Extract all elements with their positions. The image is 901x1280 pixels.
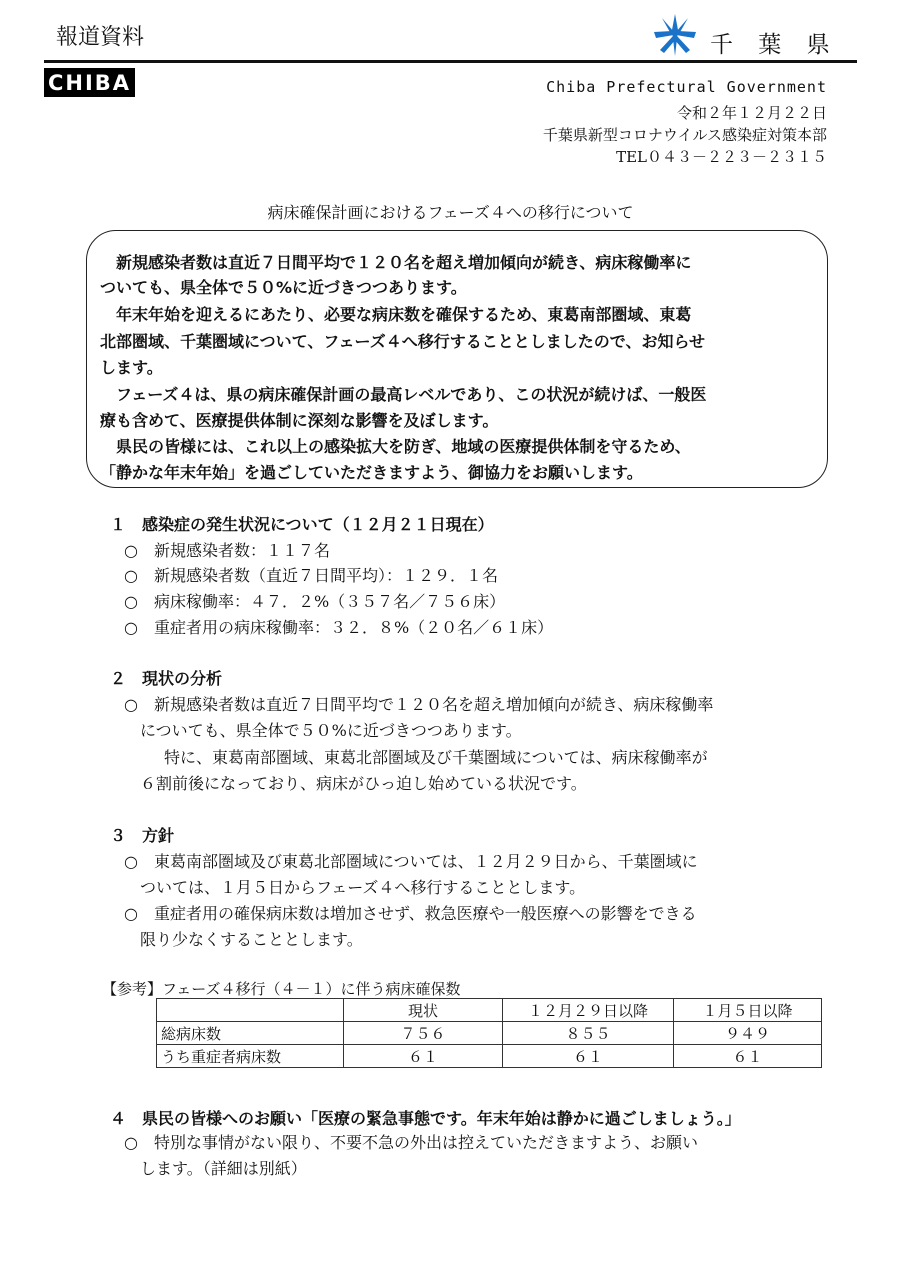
table-header-cell: １２月２９日以降 xyxy=(503,999,674,1022)
table-cell: ８５５ xyxy=(503,1022,674,1045)
summary-line: 北部圏域、千葉圏域について、フェーズ４へ移行することとしましたので、お知らせ xyxy=(100,332,705,351)
table-header-cell: 現状 xyxy=(344,999,503,1022)
paragraph-line: ついては、１月５日からフェーズ４へ移行することとします。 xyxy=(140,878,586,897)
list-item: ○ 病床稼働率：４７．２%（３５７名／７５６床） xyxy=(124,592,506,611)
reference-caption: 【参考】フェーズ４移行（４－１）に伴う病床確保数 xyxy=(102,980,461,998)
paragraph-line: します。（詳細は別紙） xyxy=(140,1159,307,1178)
summary-line: 新規感染者数は直近７日間平均で１２０名を超え増加傾向が続き、病床稼働率に xyxy=(100,253,692,272)
table-row xyxy=(157,1045,822,1068)
table-header-cell xyxy=(157,999,344,1022)
government-name: Chiba Prefectural Government xyxy=(546,78,827,96)
summary-line: フェーズ４は、県の病床確保計画の最高レベルであり、この状況が続けば、一般医 xyxy=(100,385,707,404)
section-heading-4: ４ 県民の皆様へのお願い「医療の緊急事態です。年末年始は静かに過ごしましょう。」 xyxy=(110,1109,741,1128)
department: 千葉県新型コロナウイルス感染症対策本部 xyxy=(542,126,827,144)
table-header-row xyxy=(157,999,822,1022)
document-title: 病床確保計画におけるフェーズ４への移行について xyxy=(267,203,634,222)
list-item: ○ 重症者用の病床稼働率：３２．８%（２０名／６１床） xyxy=(124,618,554,637)
list-item: ○ 新規感染者数（直近７日間平均）：１２９．１名 xyxy=(124,566,498,585)
table-row-label: 総病床数 xyxy=(157,1022,344,1045)
header-divider xyxy=(44,60,857,63)
paragraph-line: についても、県全体で５０%に近づきつつあります。 xyxy=(140,721,522,740)
prefecture-name: 千 葉 県 xyxy=(710,32,839,58)
table-row xyxy=(157,1022,822,1045)
summary-line: 療も含めて、医療提供体制に深刻な影響を及ぼします。 xyxy=(100,411,499,430)
section-heading-3: ３ 方針 xyxy=(110,826,175,845)
paragraph-line: ○ 東葛南部圏域及び東葛北部圏域については、１２月２９日から、千葉圏域に xyxy=(124,852,698,871)
chiba-badge: CHIBA xyxy=(44,68,135,97)
paragraph-line: ○ 新規感染者数は直近７日間平均で１２０名を超え増加傾向が続き、病床稼働率 xyxy=(124,695,714,714)
summary-line: 「静かな年末年始」を過ごしていただきますよう、御協力をお願いします。 xyxy=(100,463,643,482)
table-cell: ６１ xyxy=(674,1045,822,1068)
paragraph-line: ○ 重症者用の確保病床数は増加させず、救急医療や一般医療への影響をできる xyxy=(124,904,697,923)
table-cell: ６１ xyxy=(344,1045,503,1068)
section-heading-1: １ 感染症の発生状況について（１２月２１日現在） xyxy=(110,515,494,534)
table-cell: ６１ xyxy=(503,1045,674,1068)
table-header-cell: １月５日以降 xyxy=(674,999,822,1022)
paragraph-line: 限り少なくすることとします。 xyxy=(140,930,363,949)
section-heading-2: ２ 現状の分析 xyxy=(110,669,223,688)
summary-line: 県民の皆様には、これ以上の感染拡大を防ぎ、地域の医療提供体制を守るため、 xyxy=(100,437,691,456)
bed-count-table xyxy=(156,998,822,1068)
press-release-label: 報道資料 xyxy=(56,25,145,50)
summary-line: します。 xyxy=(100,358,163,377)
paragraph-line: ６割前後になっており、病床がひっ迫し始めている状況です。 xyxy=(140,774,587,793)
table-cell: ９４９ xyxy=(674,1022,822,1045)
summary-line: 年末年始を迎えるにあたり、必要な病床数を確保するため、東葛南部圏域、東葛 xyxy=(100,305,692,324)
telephone: TEL０４３－２２３－２３１５ xyxy=(616,148,827,166)
release-date: 令和２年１２月２２日 xyxy=(676,104,827,122)
table-row-label: うち重症者病床数 xyxy=(157,1045,344,1068)
list-item: ○ 新規感染者数：１１７名 xyxy=(124,541,330,560)
summary-line: ついても、県全体で５０%に近づきつつあります。 xyxy=(100,278,467,297)
paragraph-line: 特に、東葛南部圏域、東葛北部圏域及び千葉圏域については、病床稼働率が xyxy=(164,748,708,767)
paragraph-line: ○ 特別な事情がない限り、不要不急の外出は控えていただきますよう、お願い xyxy=(124,1133,698,1152)
table-cell: ７５６ xyxy=(344,1022,503,1045)
chiba-prefecture-logo-icon xyxy=(652,12,698,58)
